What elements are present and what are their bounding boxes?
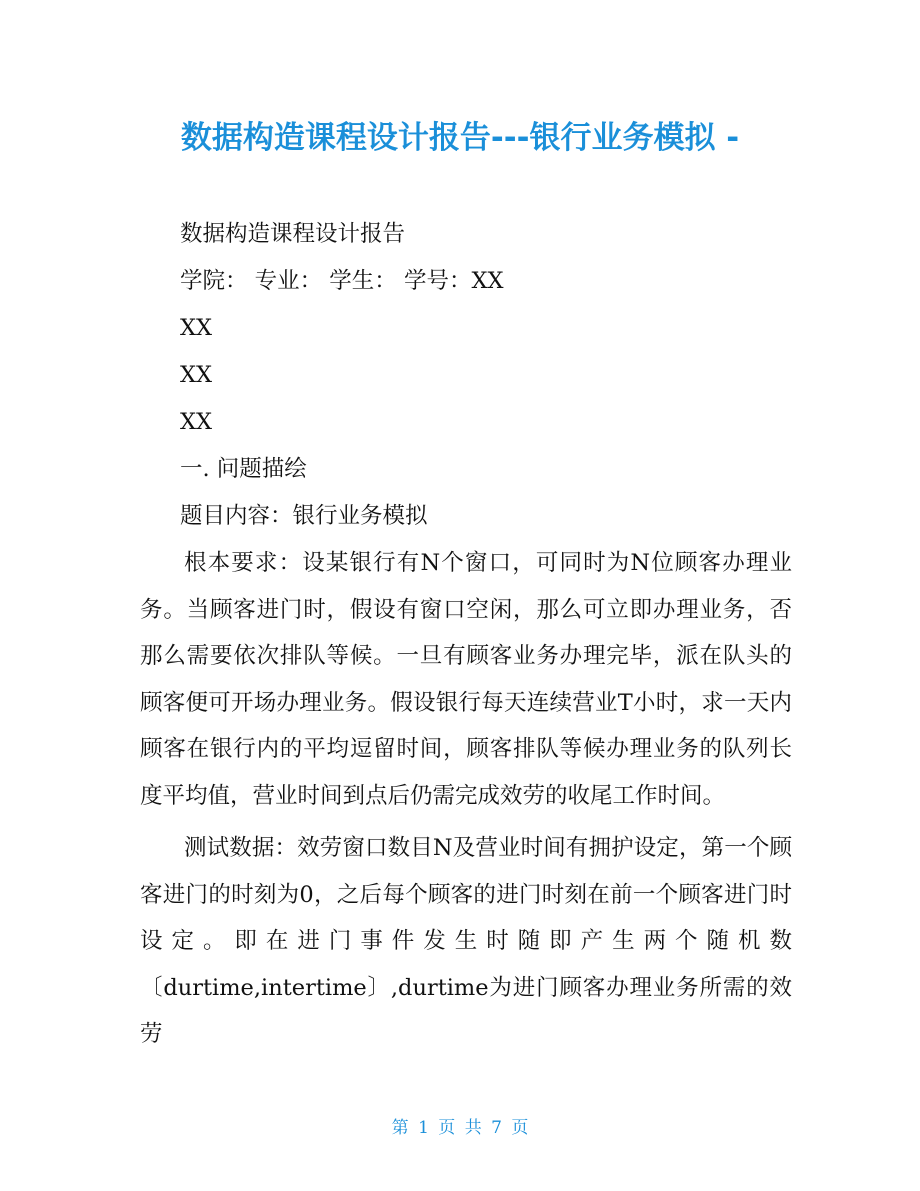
requirements-paragraph: 根本要求：设某银行有N个窗口，可同时为N位顾客办理业务。当顾客进门时，假设有窗口空闲，那么可立即办理业务，否那么需要依次排队等候。一旦有顾客业务办理完毕，派在队头的顾客便可开场办理业务。假设银行每天连续营业T小时，求一天内顾客在银行内的平均逗留时间，顾客排队等候办理业务的队列长度平均值，营业时间到点后仍需完成效劳的收尾工作时间。	[140, 550, 792, 809]
student-info-line: 学院： 专业： 学生： 学号：XX	[180, 268, 504, 294]
placeholder-line-3: XX	[180, 409, 213, 435]
document-title: 数据构造课程设计报告---银行业务模拟 -	[180, 120, 740, 156]
document-body	[140, 211, 792, 1064]
placeholder-line-1: XX	[180, 315, 213, 341]
topic-line: 题目内容：银行业务模拟	[180, 503, 428, 529]
test-data-paragraph: 测试数据：效劳窗口数目N及营业时间有拥护设定，第一个顾客进门的时刻为0，之后每个顾客的进门时刻在前一个顾客进门时设定。即在进门事件发生时随即产生两个随机数〔durtime,intertime〕,durtime为进门顾客办理业务所需的效劳	[140, 835, 792, 1047]
page-number-footer: 第 1 页 共 7 页	[391, 1118, 529, 1138]
section-heading: 一. 问题描绘	[180, 456, 307, 482]
placeholder-line-2: XX	[180, 362, 213, 388]
report-subtitle: 数据构造课程设计报告	[180, 221, 406, 247]
